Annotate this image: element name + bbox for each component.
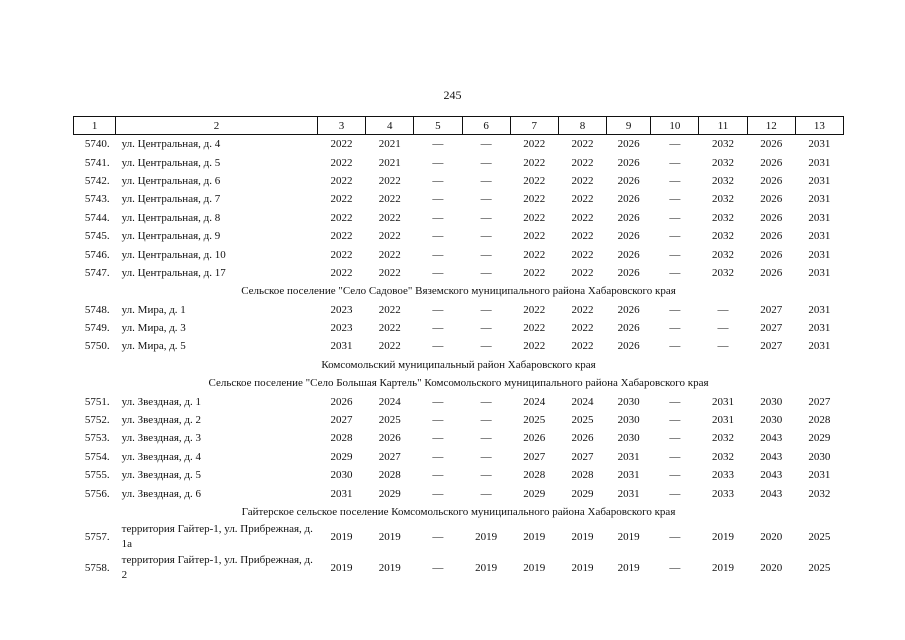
year-cell: —: [669, 303, 681, 316]
address-cell: ул. Звездная, д. 1: [121, 395, 201, 408]
year-cell: 2019: [378, 530, 401, 543]
year-cell: 2022: [378, 322, 401, 335]
year-cell: 2029: [330, 450, 353, 463]
year-cell: 2029: [808, 432, 831, 445]
address-cell: ул. Мира, д. 3: [121, 322, 186, 335]
year-cell: 2025: [808, 530, 831, 543]
year-cell: 2022: [378, 193, 401, 206]
year-cell: 2019: [523, 530, 546, 543]
year-cell: 2022: [571, 340, 594, 353]
address-cell: ул. Центральная, д. 8: [121, 211, 221, 224]
year-cell: 2022: [378, 303, 401, 316]
year-cell: 2022: [523, 266, 546, 279]
table-row: [74, 264, 844, 282]
year-cell: 2025: [378, 414, 401, 427]
table-row: [74, 337, 844, 355]
year-cell: 2024: [571, 395, 594, 408]
year-cell: 2026: [617, 340, 640, 353]
table-row: [74, 153, 844, 171]
header-cell: 2: [116, 117, 318, 135]
year-cell: 2031: [808, 174, 831, 187]
header-cell: 8: [558, 117, 606, 135]
year-cell: 2026: [617, 174, 640, 187]
year-cell: 2022: [330, 266, 353, 279]
year-cell: —: [480, 230, 492, 243]
section-heading-row: [74, 374, 844, 392]
year-cell: 2022: [571, 138, 594, 151]
year-cell: —: [669, 193, 681, 206]
year-cell: 2031: [808, 138, 831, 151]
year-cell: 2031: [808, 340, 831, 353]
year-cell: —: [480, 432, 492, 445]
year-cell: 2043: [760, 432, 783, 445]
row-number: 5753.: [84, 432, 110, 445]
year-cell: 2019: [475, 530, 498, 543]
header-cell: 13: [795, 117, 843, 135]
year-cell: —: [480, 487, 492, 500]
year-cell: 2033: [712, 487, 735, 500]
year-cell: —: [480, 469, 492, 482]
row-number: 5749.: [84, 322, 110, 335]
year-cell: 2022: [330, 230, 353, 243]
year-cell: 2031: [712, 395, 735, 408]
address-cell: территория Гайтер-1, ул. Прибрежная, д. 2: [121, 553, 313, 581]
header-cell: 11: [699, 117, 747, 135]
header-cell: 1: [74, 117, 116, 135]
year-cell: 2019: [330, 530, 353, 543]
year-cell: 2019: [617, 561, 640, 574]
year-cell: 2022: [378, 266, 401, 279]
year-cell: 2028: [808, 414, 831, 427]
year-cell: 2022: [378, 174, 401, 187]
year-cell: 2033: [712, 469, 735, 482]
year-cell: 2027: [571, 450, 594, 463]
year-cell: —: [480, 322, 492, 335]
year-cell: 2030: [617, 414, 640, 427]
year-cell: —: [432, 340, 444, 353]
year-cell: 2025: [571, 414, 594, 427]
year-cell: 2026: [760, 248, 783, 261]
section-heading: Комсомольский муниципальный район Хабаровского края: [321, 358, 596, 371]
year-cell: 2026: [760, 156, 783, 169]
year-cell: —: [669, 432, 681, 445]
header-cell: 9: [607, 117, 651, 135]
table-row: [74, 484, 844, 502]
year-cell: 2029: [523, 487, 546, 500]
table-row: [74, 448, 844, 466]
year-cell: 2032: [712, 174, 735, 187]
year-cell: 2026: [617, 211, 640, 224]
year-cell: —: [480, 156, 492, 169]
year-cell: —: [432, 450, 444, 463]
year-cell: —: [669, 138, 681, 151]
year-cell: 2022: [571, 266, 594, 279]
year-cell: 2030: [760, 414, 783, 427]
year-cell: 2026: [617, 138, 640, 151]
table-row: [74, 190, 844, 208]
year-cell: —: [669, 248, 681, 261]
address-cell: ул. Центральная, д. 17: [121, 266, 226, 279]
year-cell: 2026: [760, 211, 783, 224]
header-cell: 10: [651, 117, 699, 135]
year-cell: —: [432, 248, 444, 261]
year-cell: 2031: [808, 156, 831, 169]
year-cell: 2022: [571, 211, 594, 224]
year-cell: 2019: [712, 530, 735, 543]
row-number: 5743.: [84, 193, 110, 206]
year-cell: 2026: [760, 193, 783, 206]
year-cell: 2022: [571, 248, 594, 261]
table-row: [74, 209, 844, 227]
year-cell: 2020: [760, 530, 783, 543]
row-number: 5757.: [84, 530, 110, 543]
address-cell: ул. Звездная, д. 6: [121, 487, 201, 500]
year-cell: 2027: [523, 450, 546, 463]
year-cell: 2022: [523, 303, 546, 316]
year-cell: 2031: [330, 340, 353, 353]
year-cell: 2019: [712, 561, 735, 574]
year-cell: —: [480, 395, 492, 408]
year-cell: —: [669, 530, 681, 543]
year-cell: 2022: [571, 230, 594, 243]
year-cell: —: [669, 266, 681, 279]
year-cell: —: [669, 487, 681, 500]
row-number: 5744.: [84, 211, 110, 224]
year-cell: —: [669, 450, 681, 463]
address-cell: ул. Мира, д. 5: [121, 340, 186, 353]
year-cell: —: [669, 469, 681, 482]
year-cell: —: [669, 561, 681, 574]
year-cell: —: [669, 211, 681, 224]
address-cell: ул. Центральная, д. 5: [121, 156, 221, 169]
address-cell: ул. Центральная, д. 6: [121, 174, 221, 187]
year-cell: —: [669, 340, 681, 353]
year-cell: 2026: [760, 230, 783, 243]
table-row: [74, 466, 844, 484]
year-cell: —: [480, 211, 492, 224]
year-cell: —: [432, 156, 444, 169]
year-cell: 2022: [523, 340, 546, 353]
table-row: [74, 227, 844, 245]
year-cell: —: [432, 193, 444, 206]
year-cell: 2032: [712, 156, 735, 169]
year-cell: 2019: [523, 561, 546, 574]
year-cell: 2031: [808, 322, 831, 335]
table-row: [74, 172, 844, 190]
year-cell: —: [669, 414, 681, 427]
year-cell: 2030: [617, 432, 640, 445]
row-number: 5754.: [84, 450, 110, 463]
year-cell: 2031: [712, 414, 735, 427]
year-cell: 2019: [378, 561, 401, 574]
table-row: [74, 245, 844, 263]
year-cell: 2028: [378, 469, 401, 482]
year-cell: 2022: [523, 138, 546, 151]
year-cell: 2030: [330, 469, 353, 482]
address-cell: ул. Звездная, д. 5: [121, 469, 201, 482]
year-cell: 2025: [808, 561, 831, 574]
year-cell: 2026: [617, 193, 640, 206]
section-heading-row: [74, 282, 844, 300]
year-cell: 2028: [523, 469, 546, 482]
address-cell: территория Гайтер-1, ул. Прибрежная, д. 1а: [121, 522, 313, 550]
year-cell: 2022: [571, 322, 594, 335]
year-cell: 2021: [378, 156, 401, 169]
year-cell: 2026: [760, 174, 783, 187]
year-cell: —: [480, 303, 492, 316]
year-cell: —: [480, 414, 492, 427]
year-cell: 2026: [617, 303, 640, 316]
row-number: 5747.: [84, 266, 110, 279]
year-cell: 2031: [808, 266, 831, 279]
year-cell: —: [432, 303, 444, 316]
year-cell: 2027: [378, 450, 401, 463]
year-cell: —: [432, 138, 444, 151]
table-body: [74, 135, 844, 584]
year-cell: 2022: [523, 174, 546, 187]
year-cell: 2031: [617, 487, 640, 500]
year-cell: —: [669, 395, 681, 408]
year-cell: —: [432, 230, 444, 243]
year-cell: 2032: [712, 193, 735, 206]
row-number: 5752.: [84, 414, 110, 427]
year-cell: 2026: [523, 432, 546, 445]
header-cell: 6: [462, 117, 510, 135]
table-row: [74, 301, 844, 319]
year-cell: 2022: [523, 156, 546, 169]
year-cell: 2032: [712, 450, 735, 463]
year-cell: 2019: [330, 561, 353, 574]
year-cell: 2027: [760, 340, 783, 353]
year-cell: 2022: [571, 174, 594, 187]
year-cell: 2019: [475, 561, 498, 574]
year-cell: 2026: [617, 322, 640, 335]
year-cell: 2022: [330, 211, 353, 224]
year-cell: 2022: [330, 156, 353, 169]
year-cell: —: [480, 266, 492, 279]
year-cell: —: [480, 174, 492, 187]
year-cell: 2043: [760, 450, 783, 463]
year-cell: 2022: [330, 193, 353, 206]
year-cell: —: [669, 230, 681, 243]
year-cell: 2022: [330, 248, 353, 261]
year-cell: 2031: [617, 450, 640, 463]
year-cell: —: [432, 395, 444, 408]
year-cell: 2030: [760, 395, 783, 408]
year-cell: —: [480, 248, 492, 261]
year-cell: 2022: [378, 211, 401, 224]
year-cell: —: [480, 138, 492, 151]
year-cell: 2026: [571, 432, 594, 445]
table-row: [74, 521, 844, 552]
year-cell: 2043: [760, 469, 783, 482]
year-cell: —: [432, 469, 444, 482]
table-row: [74, 411, 844, 429]
year-cell: 2022: [571, 193, 594, 206]
year-cell: 2031: [808, 230, 831, 243]
year-cell: 2019: [571, 561, 594, 574]
year-cell: 2028: [571, 469, 594, 482]
address-cell: ул. Звездная, д. 2: [121, 414, 201, 427]
year-cell: 2030: [808, 450, 831, 463]
address-cell: ул. Центральная, д. 4: [121, 138, 221, 151]
address-cell: ул. Звездная, д. 4: [121, 450, 201, 463]
year-cell: 2022: [523, 248, 546, 261]
year-cell: 2023: [330, 322, 353, 335]
year-cell: 2026: [378, 432, 401, 445]
year-cell: 2027: [808, 395, 831, 408]
year-cell: —: [717, 340, 729, 353]
year-cell: 2022: [523, 230, 546, 243]
year-cell: 2032: [712, 432, 735, 445]
year-cell: 2022: [523, 322, 546, 335]
year-cell: 2032: [712, 266, 735, 279]
year-cell: 2031: [808, 193, 831, 206]
table-row: [74, 429, 844, 447]
year-cell: 2029: [571, 487, 594, 500]
year-cell: 2032: [712, 248, 735, 261]
row-number: 5751.: [84, 395, 110, 408]
section-heading-row: [74, 503, 844, 521]
year-cell: —: [717, 322, 729, 335]
year-cell: 2027: [330, 414, 353, 427]
year-cell: 2022: [330, 138, 353, 151]
year-cell: 2022: [523, 193, 546, 206]
year-cell: 2028: [330, 432, 353, 445]
year-cell: 2021: [378, 138, 401, 151]
row-number: 5746.: [84, 248, 110, 261]
year-cell: 2024: [523, 395, 546, 408]
header-cell: 7: [510, 117, 558, 135]
year-cell: 2020: [760, 561, 783, 574]
year-cell: 2019: [617, 530, 640, 543]
year-cell: 2031: [330, 487, 353, 500]
year-cell: 2022: [571, 156, 594, 169]
year-cell: 2024: [378, 395, 401, 408]
year-cell: 2026: [617, 230, 640, 243]
year-cell: —: [669, 156, 681, 169]
register-table: [73, 116, 844, 583]
year-cell: —: [432, 530, 444, 543]
row-number: 5750.: [84, 340, 110, 353]
year-cell: —: [432, 487, 444, 500]
address-cell: ул. Звездная, д. 3: [121, 432, 201, 445]
year-cell: 2031: [808, 248, 831, 261]
row-number: 5755.: [84, 469, 110, 482]
section-heading: Сельское поселение "Село Садовое" Вяземского муниципального района Хабаровского края: [241, 285, 676, 298]
year-cell: 2023: [330, 303, 353, 316]
year-cell: 2019: [571, 530, 594, 543]
year-cell: 2031: [617, 469, 640, 482]
year-cell: 2026: [617, 156, 640, 169]
year-cell: —: [480, 193, 492, 206]
year-cell: 2030: [617, 395, 640, 408]
year-cell: 2031: [808, 211, 831, 224]
year-cell: 2022: [330, 174, 353, 187]
table-row: [74, 552, 844, 583]
year-cell: 2022: [523, 211, 546, 224]
year-cell: 2027: [760, 322, 783, 335]
header-cell: 4: [366, 117, 414, 135]
row-number: 5756.: [84, 487, 110, 500]
header-cell: 5: [414, 117, 462, 135]
year-cell: —: [432, 266, 444, 279]
year-cell: 2032: [808, 487, 831, 500]
table-row: [74, 392, 844, 410]
table-row: [74, 135, 844, 154]
year-cell: 2022: [378, 340, 401, 353]
row-number: 5740.: [84, 138, 110, 151]
header-cell: 12: [747, 117, 795, 135]
year-cell: 2026: [760, 138, 783, 151]
year-cell: —: [432, 322, 444, 335]
year-cell: —: [480, 450, 492, 463]
year-cell: —: [432, 211, 444, 224]
address-cell: ул. Центральная, д. 7: [121, 193, 221, 206]
year-cell: 2031: [808, 469, 831, 482]
year-cell: 2026: [617, 248, 640, 261]
header-row: [74, 117, 844, 135]
address-cell: ул. Центральная, д. 10: [121, 248, 226, 261]
section-heading: Сельское поселение "Село Большая Картель" Комсомольского муниципального района Хабаровского края: [208, 377, 709, 390]
header-cell: 3: [317, 117, 365, 135]
section-heading: Гайтерское сельское поселение Комсомольского муниципального района Хабаровского края: [241, 506, 676, 518]
year-cell: 2025: [523, 414, 546, 427]
year-cell: 2032: [712, 230, 735, 243]
table-header: [74, 117, 844, 135]
year-cell: 2043: [760, 487, 783, 500]
row-number: 5741.: [84, 156, 110, 169]
section-heading-row: [74, 356, 844, 374]
year-cell: —: [432, 432, 444, 445]
row-number: 5745.: [84, 230, 110, 243]
address-cell: ул. Центральная, д. 9: [121, 230, 221, 243]
year-cell: —: [432, 561, 444, 574]
year-cell: 2022: [378, 230, 401, 243]
year-cell: —: [480, 340, 492, 353]
year-cell: 2027: [760, 303, 783, 316]
year-cell: 2032: [712, 138, 735, 151]
year-cell: 2026: [760, 266, 783, 279]
year-cell: 2022: [378, 248, 401, 261]
row-number: 5742.: [84, 174, 110, 187]
year-cell: —: [717, 303, 729, 316]
row-number: 5758.: [84, 561, 110, 574]
year-cell: 2031: [808, 303, 831, 316]
year-cell: 2022: [571, 303, 594, 316]
row-number: 5748.: [84, 303, 110, 316]
year-cell: 2029: [378, 487, 401, 500]
address-cell: ул. Мира, д. 1: [121, 303, 186, 316]
year-cell: —: [669, 174, 681, 187]
year-cell: 2026: [617, 266, 640, 279]
year-cell: 2032: [712, 211, 735, 224]
page-number: 245: [443, 88, 462, 102]
table-row: [74, 319, 844, 337]
year-cell: —: [432, 174, 444, 187]
year-cell: 2026: [330, 395, 353, 408]
year-cell: —: [432, 414, 444, 427]
year-cell: —: [669, 322, 681, 335]
